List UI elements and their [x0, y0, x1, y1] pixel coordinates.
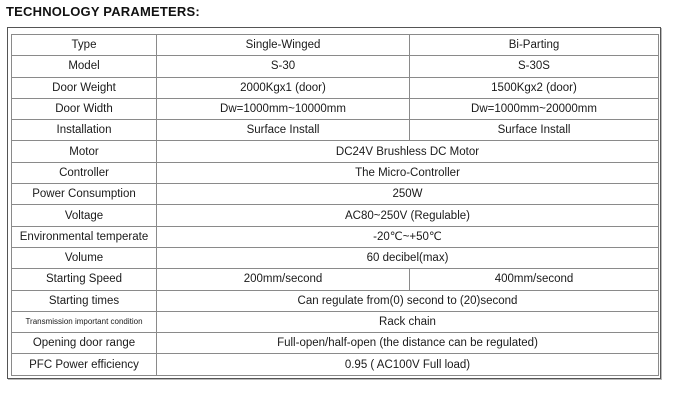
shared-value: 250W — [157, 184, 659, 205]
bi-parting-value: 1500Kgx2 (door) — [410, 77, 659, 98]
shared-value: 60 decibel(max) — [157, 247, 659, 268]
row-label: Controller — [12, 162, 157, 183]
table-row-type — [12, 35, 659, 56]
row-label: Door Weight — [12, 77, 157, 98]
shared-value: AC80~250V (Regulable) — [157, 205, 659, 226]
shared-value: 0.95 ( AC100V Full load) — [157, 354, 659, 375]
bi-parting-value: S-30S — [410, 56, 659, 77]
parameters-table — [11, 34, 659, 376]
parameters-frame — [7, 27, 661, 379]
table-row-model — [12, 56, 659, 77]
row-label: Environmental temperate — [12, 226, 157, 247]
table-row-volume — [12, 247, 659, 268]
single-winged-value: Single-Winged — [157, 35, 410, 56]
row-label: Power Consumption — [12, 184, 157, 205]
shared-value: Full-open/half-open (the distance can be regulated) — [157, 333, 659, 354]
single-winged-value: 200mm/second — [157, 269, 410, 290]
shared-value: DC24V Brushless DC Motor — [157, 141, 659, 162]
shared-value: The Micro-Controller — [157, 162, 659, 183]
row-label: Door Width — [12, 98, 157, 119]
row-label: Model — [12, 56, 157, 77]
bi-parting-value: 400mm/second — [410, 269, 659, 290]
table-row-controller — [12, 162, 659, 183]
single-winged-value: Dw=1000mm~10000mm — [157, 98, 410, 119]
single-winged-value: S-30 — [157, 56, 410, 77]
row-label: Transmission important condition — [12, 311, 157, 332]
single-winged-value: Surface Install — [157, 120, 410, 141]
table-row-power-consumption — [12, 184, 659, 205]
table-row-starting-times — [12, 290, 659, 311]
shared-value: -20℃~+50℃ — [157, 226, 659, 247]
row-label: Opening door range — [12, 333, 157, 354]
page-title: TECHNOLOGY PARAMETERS: — [6, 4, 200, 19]
table-row-transmission — [12, 311, 659, 332]
table-row-motor — [12, 141, 659, 162]
shared-value: Can regulate from(0) second to (20)second — [157, 290, 659, 311]
row-label: Starting Speed — [12, 269, 157, 290]
table-row-starting-speed — [12, 269, 659, 290]
table-row-door-width — [12, 98, 659, 119]
row-label: Motor — [12, 141, 157, 162]
bi-parting-value: Surface Install — [410, 120, 659, 141]
shared-value: Rack chain — [157, 311, 659, 332]
table-row-pfc-power-efficiency — [12, 354, 659, 375]
table-row-installation — [12, 120, 659, 141]
bi-parting-value: Dw=1000mm~20000mm — [410, 98, 659, 119]
table-row-voltage — [12, 205, 659, 226]
row-label: PFC Power efficiency — [12, 354, 157, 375]
row-label: Type — [12, 35, 157, 56]
bi-parting-value: Bi-Parting — [410, 35, 659, 56]
table-row-environmental-temperate — [12, 226, 659, 247]
table-row-opening-door-range — [12, 333, 659, 354]
row-label: Volume — [12, 247, 157, 268]
row-label: Voltage — [12, 205, 157, 226]
row-label: Installation — [12, 120, 157, 141]
table-row-door-weight — [12, 77, 659, 98]
single-winged-value: 2000Kgx1 (door) — [157, 77, 410, 98]
row-label: Starting times — [12, 290, 157, 311]
